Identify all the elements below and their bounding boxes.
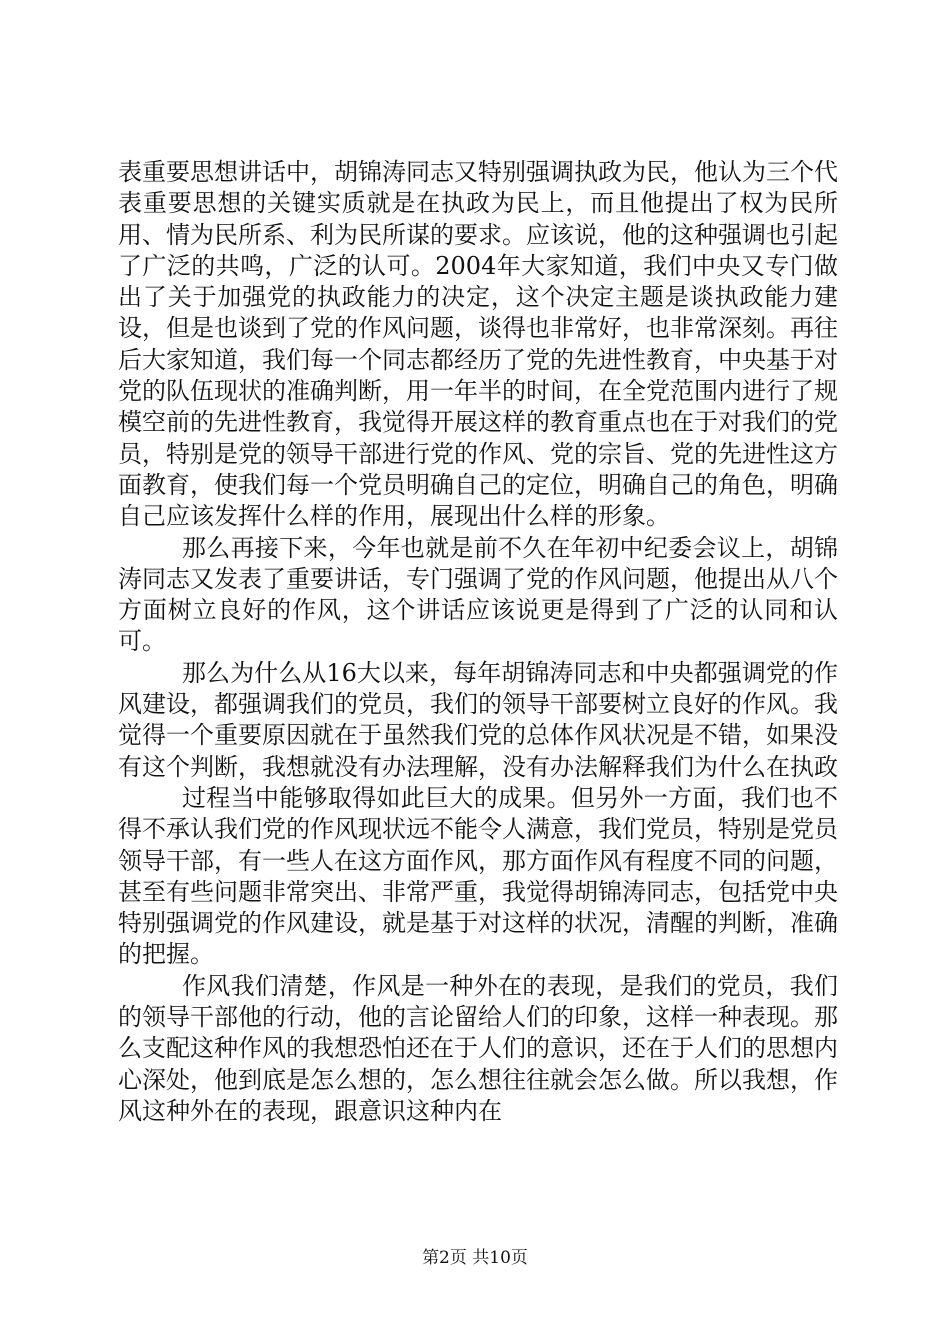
page-number-footer: 第2页 共10页 [422, 1248, 528, 1268]
paragraph-4: 过程当中能够取得如此巨大的成果。但另外一方面，我们也不得不承认我们党的作风现状远不能令人满意，我们党员，特别是党员领导干部，有一些人在这方面作风，那方面作风有程度不同的问题，甚至有些问题非常突出、非常严重，我觉得胡锦涛同志，包括党中央特别强调党的作风建设，就是基于对这样的状况，清醒的判断，准确的把握。 [118, 783, 838, 969]
document-body [118, 157, 838, 1127]
paragraph-5: 作风我们清楚，作风是一种外在的表现，是我们的党员，我们的领导干部他的行动，他的言论留给人们的印象，这样一种表现。那么支配这种作风的我想恐怕还在于人们的意识，还在于人们的思想内心深处，他到底是怎么想的，怎么想往往就会怎么做。所以我想，作风这种外在的表现，跟意识这种内在 [118, 971, 838, 1125]
paragraph-3: 那么为什么从16大以来，每年胡锦涛同志和中央都强调党的作风建设，都强调我们的党员，我们的领导干部要树立良好的作风。我觉得一个重要原因就在于虽然我们党的总体作风状况是不错，如果没有这个判断，我想就没有办法理解，没有办法解释我们为什么在执政 [118, 658, 838, 781]
paragraph-1: 表重要思想讲话中，胡锦涛同志又特别强调执政为民，他认为三个代表重要思想的关键实质就是在执政为民上，而且他提出了权为民所用、情为民所系、利为民所谋的要求。应该说，他的这种强调也引起了广泛的共鸣，广泛的认可。2004年大家知道，我们中央又专门做出了关于加强党的执政能力的决定，这个决定主题是谈执政能力建设，但是也谈到了党的作风问题，谈得也非常好，也非常深刻。再往后大家知道，我们每一个同志都经历了党的先进性教育，中央基于对党的队伍现状的准确判断，用一年半的时间，在全党范围内进行了规模空前的先进性教育，我觉得开展这样的教育重点也在于对我们的党员，特别是党的领导干部进行党的作风、党的宗旨、党的先进性这方面教育，使我们每一个党员明确自己的定位，明确自己的角色，明确自己应该发挥什么样的作用，展现出什么样的形象。 [118, 158, 838, 531]
paragraph-2: 那么再接下来，今年也就是前不久在年初中纪委会议上，胡锦涛同志又发表了重要讲话，专门强调了党的作风问题，他提出从八个方面树立良好的作风，这个讲话应该说更是得到了广泛的认同和认可。 [118, 533, 838, 656]
